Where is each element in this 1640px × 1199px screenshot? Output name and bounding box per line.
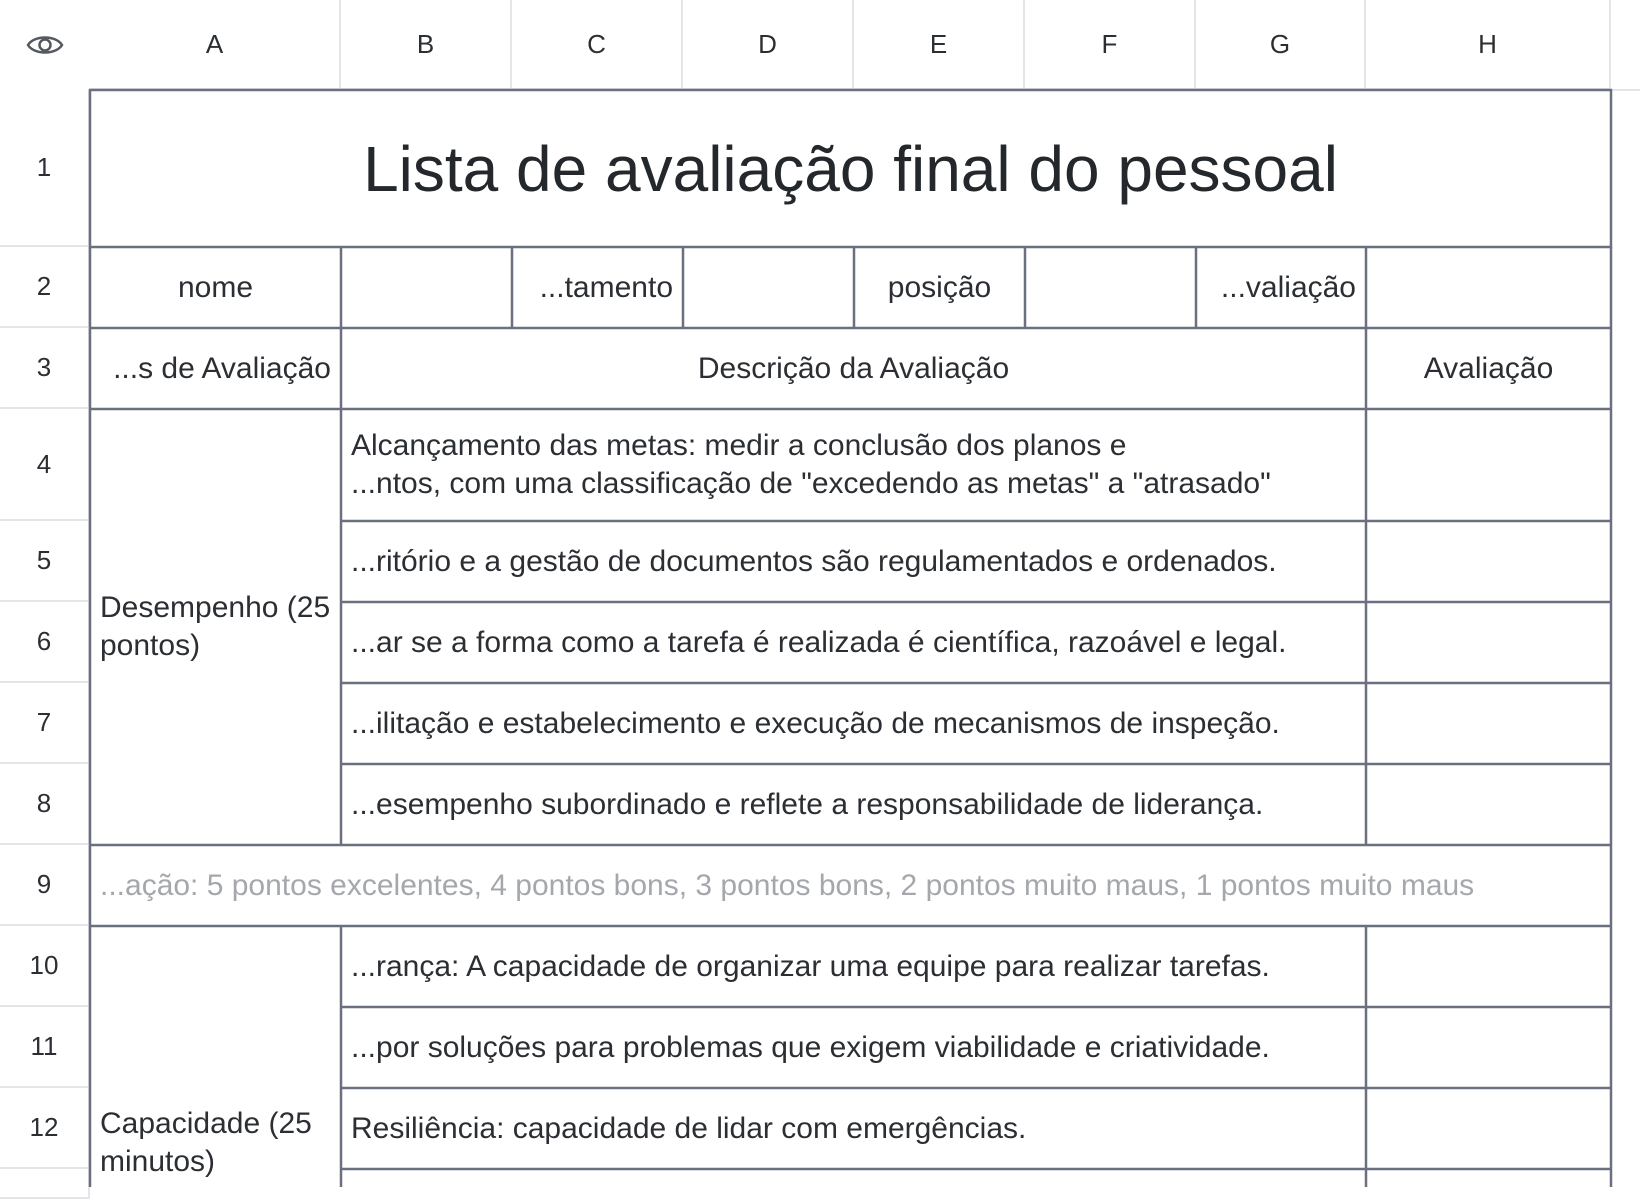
- row-header-9[interactable]: 9: [0, 845, 90, 926]
- column-header-g[interactable]: G: [1196, 0, 1366, 90]
- column-header-b[interactable]: B: [341, 0, 512, 90]
- cell-b11[interactable]: ...por soluções para problemas que exigem viabilidade e criatividade.: [351, 1030, 1270, 1064]
- cell-a10-label: Capacidade (25 minutos): [100, 1107, 312, 1178]
- cell-b3-descricao[interactable]: Descrição da Avaliação: [697, 351, 1010, 385]
- row-header-6[interactable]: 6: [0, 602, 90, 683]
- cell-h12[interactable]: [1366, 1088, 1611, 1169]
- cell-f2[interactable]: [1025, 247, 1196, 328]
- cell-h7[interactable]: [1366, 683, 1611, 764]
- row-header-2[interactable]: 2: [0, 247, 90, 328]
- cell-h3-avaliacao[interactable]: Avaliação: [1423, 351, 1554, 385]
- row-header-5[interactable]: 5: [0, 521, 90, 602]
- row-header-4[interactable]: 4: [0, 409, 90, 521]
- row-header-12[interactable]: 12: [0, 1088, 90, 1169]
- column-header-f[interactable]: F: [1025, 0, 1196, 90]
- cell-b6[interactable]: ...ar se a forma como a tarefa é realizada é científica, razoável e legal.: [351, 625, 1287, 659]
- cell-h11[interactable]: [1366, 1007, 1611, 1088]
- row-header-10[interactable]: 10: [0, 926, 90, 1007]
- cell-h8[interactable]: [1366, 764, 1611, 845]
- cell-h2[interactable]: [1366, 247, 1611, 328]
- column-header-c[interactable]: C: [512, 0, 683, 90]
- cell-b4[interactable]: [341, 409, 1366, 521]
- column-header-a[interactable]: A: [90, 0, 341, 90]
- cell-a3-itens[interactable]: ...s de Avaliação: [113, 351, 331, 385]
- cell-b4-line2: ...ntos, com uma classificação de "excedendo as metas" a "atrasado": [351, 467, 1271, 500]
- cell-g2-avaliacao[interactable]: ...valiação: [1220, 270, 1356, 304]
- cell-d2[interactable]: [683, 247, 854, 328]
- cell-h6[interactable]: [1366, 602, 1611, 683]
- column-header-h[interactable]: H: [1366, 0, 1611, 90]
- cell-b8[interactable]: ...esempenho subordinado e reflete a responsabilidade de liderança.: [351, 787, 1264, 821]
- cell-a2-nome[interactable]: nome: [177, 270, 254, 304]
- row-header-3[interactable]: 3: [0, 328, 90, 409]
- cell-c2-departamento[interactable]: ...tamento: [539, 270, 673, 304]
- row-header-8[interactable]: 8: [0, 764, 90, 845]
- cell-h4[interactable]: [1366, 409, 1611, 521]
- cell-b5[interactable]: ...ritório e a gestão de documentos são regulamentados e ordenados.: [351, 544, 1277, 578]
- cell-a9-scoring-hint[interactable]: ...ação: 5 pontos excelentes, 4 pontos bons, 3 pontos bons, 2 pontos muito maus, 1 pontos muito maus: [100, 868, 1475, 902]
- row-header-11[interactable]: 11: [0, 1007, 90, 1088]
- cell-h10[interactable]: [1366, 926, 1611, 1007]
- row-header-1[interactable]: 1: [0, 90, 90, 247]
- cell-h5[interactable]: [1366, 521, 1611, 602]
- cell-a10-capacidade[interactable]: [90, 926, 341, 1187]
- column-header-e[interactable]: E: [854, 0, 1025, 90]
- cell-e2-posicao[interactable]: posição: [887, 270, 992, 304]
- cell-b7[interactable]: ...ilitação e estabelecimento e execução de mecanismos de inspeção.: [351, 706, 1280, 740]
- cell-b10[interactable]: ...rança: A capacidade de organizar uma equipe para realizar tarefas.: [351, 949, 1270, 983]
- title-cell[interactable]: Lista de avaliação final do pessoal: [363, 132, 1338, 205]
- cell-b12[interactable]: Resiliência: capacidade de lidar com emergências.: [351, 1111, 1027, 1145]
- cell-b4-line1: Alcançamento das metas: medir a conclusão dos planos e: [351, 429, 1127, 462]
- column-header-d[interactable]: D: [683, 0, 854, 90]
- row-header-7[interactable]: 7: [0, 683, 90, 764]
- cell-b2[interactable]: [341, 247, 512, 328]
- cell-a4-desempenho[interactable]: Desempenho (25 pontos): [100, 591, 331, 662]
